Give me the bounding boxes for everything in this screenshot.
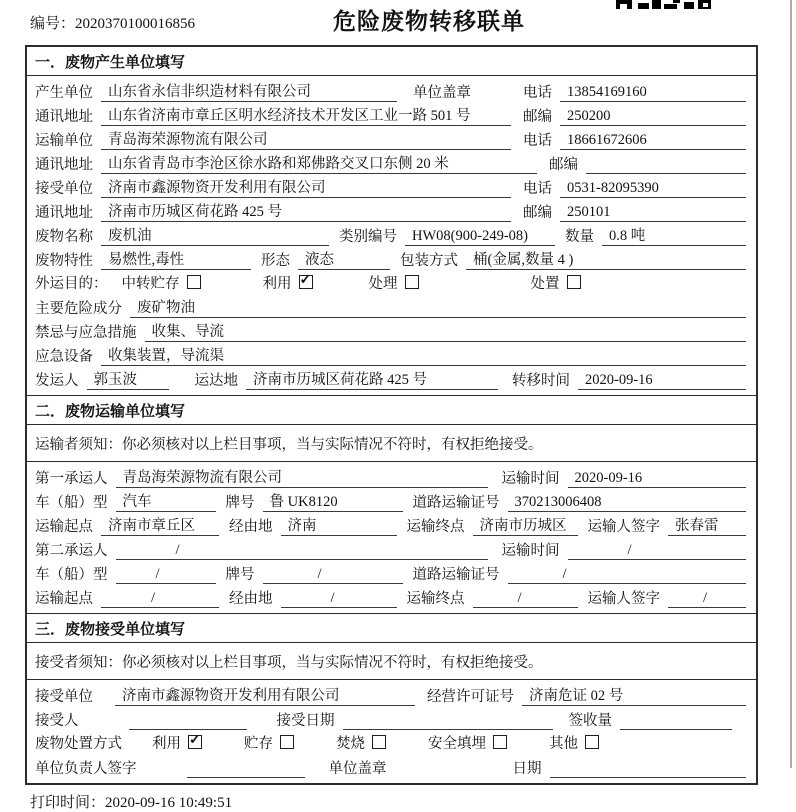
receiver-value: 济南市鑫源物资开发利用有限公司 <box>101 179 511 198</box>
checkbox-disposal-use <box>188 735 202 749</box>
sign1-value: 张春雷 <box>668 517 746 536</box>
permit-value: 济南危证 02 号 <box>522 687 746 706</box>
purpose-transit-label: 中转贮存 <box>121 275 180 292</box>
receiver-notice-text: 你必须核对以上栏目事项，当与实际情况不符时，有权拒绝接受。 <box>122 655 543 671</box>
time1-label: 运输时间 <box>501 471 560 487</box>
row-hazard-component <box>27 294 756 318</box>
carrier2-label: 第二承运人 <box>35 543 108 559</box>
vehicle1-label: 车（船）型 <box>35 495 108 511</box>
row-disposal-method <box>27 730 756 754</box>
disposal-option-landfill <box>428 732 507 753</box>
form-label: 形态 <box>261 253 290 269</box>
plate2-value: / <box>263 565 403 584</box>
transporter-value: 青岛海荣源物流有限公司 <box>101 131 511 150</box>
row-receiver-person <box>27 706 756 730</box>
section1-title: 一．废物产生单位填写 <box>27 47 756 76</box>
via2-value: / <box>281 589 397 608</box>
phone1-label: 电话 <box>523 85 552 101</box>
equipment-label: 应急设备 <box>35 349 93 365</box>
row-first-carrier <box>27 464 756 488</box>
receiving-unit-value: 济南市鑫源物资开发利用有限公司 <box>115 687 415 706</box>
row-transport-address <box>27 150 756 174</box>
unit-seal-label: 单位盖章 <box>413 85 471 101</box>
packing-label: 包装方式 <box>400 253 458 269</box>
taboo-label: 禁忌与应急措施 <box>35 325 137 341</box>
row-route1 <box>27 512 756 536</box>
destination-value: 济南市历城区荷花路 425 号 <box>246 371 498 390</box>
page-header <box>0 0 796 45</box>
serial-label: 编号： <box>30 16 76 32</box>
purpose-option-use <box>263 272 313 293</box>
taboo-value: 收集、导流 <box>145 323 747 342</box>
disposal-use-label: 利用 <box>152 735 181 752</box>
checkbox-disposal-incinerate <box>372 735 386 749</box>
equipment-value: 收集装置，导流渠 <box>101 347 746 366</box>
category-label: 类别编号 <box>339 229 397 245</box>
section-transporter <box>27 395 756 613</box>
zip2-value <box>586 156 746 174</box>
transporter-label: 运输单位 <box>35 133 93 149</box>
window-edge <box>790 0 792 768</box>
checkbox-transit <box>187 275 201 289</box>
row-transport-purpose <box>27 270 756 294</box>
receive-date-label: 接受日期 <box>276 713 335 729</box>
transfer-time-label: 转移时间 <box>512 373 570 389</box>
date2-label: 日期 <box>512 761 542 777</box>
purpose-label: 外运目的： <box>35 275 108 292</box>
row-emergency-equipment <box>27 342 756 366</box>
receiver-notice-label: 接受者须知： <box>35 655 122 671</box>
address3-label: 通讯地址 <box>35 205 93 221</box>
vehicle1-value: 汽车 <box>116 493 216 512</box>
vehicle2-label: 车（船）型 <box>35 567 108 583</box>
serial-number-line <box>30 12 195 33</box>
waste-name-value: 废机油 <box>101 227 329 246</box>
sign1-label: 运输人签字 <box>587 519 660 535</box>
checkbox-use <box>299 275 313 289</box>
sign2-label: 运输人签字 <box>587 591 660 607</box>
carrier1-label: 第一承运人 <box>35 471 108 487</box>
time2-value: / <box>568 541 747 560</box>
manager-sign-value <box>187 760 305 778</box>
checkbox-disposal-store <box>280 735 294 749</box>
purpose-option-transit <box>122 272 201 293</box>
plate1-value: 鲁 UK8120 <box>263 493 403 512</box>
receive-date-value <box>343 712 553 730</box>
origin2-label: 运输起点 <box>35 591 93 607</box>
via1-label: 经由地 <box>229 519 273 535</box>
checkbox-disposal-other <box>585 735 599 749</box>
carrier1-value: 青岛海荣源物流有限公司 <box>116 469 488 488</box>
page-title: 危险废物转移联单 <box>333 9 525 34</box>
receiver-label: 接受单位 <box>35 181 93 197</box>
producer-unit-value: 山东省永信非织造材料有限公司 <box>101 83 397 102</box>
row-route2 <box>27 584 756 608</box>
hazard-value: 废矿物油 <box>130 299 746 318</box>
address1-label: 通讯地址 <box>35 109 93 125</box>
disposal-store-label: 贮存 <box>244 735 273 752</box>
address1-value: 山东省济南市章丘区明水经济技术开发区工业一路 501 号 <box>101 107 511 126</box>
row-second-carrier <box>27 536 756 560</box>
purpose-use-label: 利用 <box>262 275 292 292</box>
form-value: 液态 <box>298 251 390 270</box>
transporter-notice-text: 你必须核对以上栏目事项，当与实际情况不符时，有权拒绝接受。 <box>122 437 543 453</box>
producer-unit-label: 产生单位 <box>35 85 93 101</box>
manager-sign-label: 单位负责人签字 <box>35 761 137 777</box>
end1-value: 济南市历城区 <box>473 517 578 536</box>
section3-title: 三．废物接受单位填写 <box>27 614 756 643</box>
end1-label: 运输终点 <box>406 519 465 535</box>
phone2-value: 18661672606 <box>560 131 746 150</box>
section2-title: 二．废物运输单位填写 <box>27 396 756 425</box>
origin2-value: / <box>101 589 219 608</box>
license2-label: 道路运输证号 <box>412 567 500 583</box>
row-manager-signature <box>27 754 756 778</box>
sign2-value: / <box>668 589 746 608</box>
purpose-dispose-label: 处置 <box>530 275 560 292</box>
receiver-person-value <box>129 712 247 730</box>
address2-label: 通讯地址 <box>35 157 93 173</box>
disposal-option-use <box>152 732 202 753</box>
waste-name-label: 废物名称 <box>35 229 93 245</box>
disposal-option-store <box>244 732 294 753</box>
purpose-treat-label: 处理 <box>368 275 398 292</box>
zip3-label: 邮编 <box>523 205 552 221</box>
origin1-label: 运输起点 <box>35 519 93 535</box>
receiver-person-label: 接受人 <box>35 713 79 729</box>
transfer-time-value: 2020-09-16 <box>578 371 746 390</box>
category-value: HW08(900-249-08) <box>405 227 555 246</box>
row-taboo-measures <box>27 318 756 342</box>
zip1-label: 邮编 <box>523 109 552 125</box>
row-waste-name <box>27 222 756 246</box>
origin1-value: 济南市章丘区 <box>101 517 219 536</box>
row-waste-trait <box>27 246 756 270</box>
row-receiver-unit <box>27 174 756 198</box>
plate2-label: 牌号 <box>225 567 255 583</box>
receiver-notice <box>27 645 756 680</box>
checkbox-treat <box>405 275 419 289</box>
print-time-value: 2020-09-16 10:49:51 <box>105 795 233 811</box>
transporter-notice <box>27 427 756 462</box>
disposal-label: 废物处置方式 <box>35 735 122 752</box>
end2-value: / <box>473 589 578 608</box>
receiving-unit-label: 接受单位 <box>35 689 93 705</box>
zip2-label: 邮编 <box>549 157 578 173</box>
row-producer-unit <box>27 78 756 102</box>
row-producer-address <box>27 102 756 126</box>
checkbox-dispose <box>567 275 581 289</box>
via1-value: 济南 <box>281 517 397 536</box>
zip1-value: 250200 <box>560 107 746 126</box>
purpose-option-treat <box>369 272 419 293</box>
disposal-landfill-label: 安全填埋 <box>428 735 486 752</box>
disposal-option-other <box>549 732 599 753</box>
phone1-value: 13854169160 <box>560 83 746 102</box>
row-shipper <box>27 366 756 390</box>
destination-label: 运达地 <box>194 373 238 389</box>
permit-label: 经营许可证号 <box>427 689 514 705</box>
trait-label: 废物特性 <box>35 253 93 269</box>
row-vehicle2 <box>27 560 756 584</box>
end2-label: 运输终点 <box>406 591 465 607</box>
vehicle2-value: / <box>116 565 216 584</box>
transporter-notice-label: 运输者须知： <box>35 437 122 453</box>
time2-label: 运输时间 <box>501 543 560 559</box>
disposal-option-incinerate <box>336 732 386 753</box>
shipper-label: 发运人 <box>35 373 79 389</box>
section-receiver <box>27 613 756 783</box>
purpose-option-dispose <box>531 272 581 293</box>
packing-value: 桶(金属,数量 4 ) <box>466 251 746 270</box>
manifest-form <box>25 45 758 785</box>
disposal-incinerate-label: 焚烧 <box>336 735 365 752</box>
hazard-label: 主要危险成分 <box>35 301 122 317</box>
row-transport-unit <box>27 126 756 150</box>
time1-value: 2020-09-16 <box>568 469 747 488</box>
qr-code-fragment-icon <box>616 0 712 10</box>
signed-qty-value <box>620 712 732 730</box>
print-time-label: 打印时间： <box>30 795 106 811</box>
license1-label: 道路运输证号 <box>412 495 500 511</box>
phone3-label: 电话 <box>523 181 552 197</box>
serial-number: 2020370100016856 <box>75 16 196 32</box>
print-time-line <box>30 791 796 812</box>
shipper-value: 郭玉波 <box>87 371 169 390</box>
row-receiver-address <box>27 198 756 222</box>
license1-value: 370213006408 <box>508 493 747 512</box>
phone2-label: 电话 <box>523 133 552 149</box>
trait-value: 易燃性,毒性 <box>101 251 251 270</box>
address3-value: 济南市历城区荷花路 425 号 <box>101 203 511 222</box>
license2-value: / <box>508 565 747 584</box>
unit-seal2-label: 单位盖章 <box>328 761 387 777</box>
qty-value: 0.8 吨 <box>602 227 746 246</box>
address2-value: 山东省青岛市李沧区徐水路和郑佛路交叉口东侧 20 米 <box>101 155 537 174</box>
section-producer <box>27 47 756 395</box>
qty-label: 数量 <box>565 229 594 245</box>
row-receiving-unit <box>27 682 756 706</box>
via2-label: 经由地 <box>229 591 273 607</box>
signed-qty-label: 签收量 <box>568 713 612 729</box>
date2-value <box>550 760 747 778</box>
plate1-label: 牌号 <box>225 495 255 511</box>
carrier2-value: / <box>116 541 488 560</box>
phone3-value: 0531-82095390 <box>560 179 746 198</box>
zip3-value: 250101 <box>560 203 746 222</box>
disposal-other-label: 其他 <box>549 735 578 752</box>
checkbox-disposal-landfill <box>493 735 507 749</box>
row-vehicle1 <box>27 488 756 512</box>
